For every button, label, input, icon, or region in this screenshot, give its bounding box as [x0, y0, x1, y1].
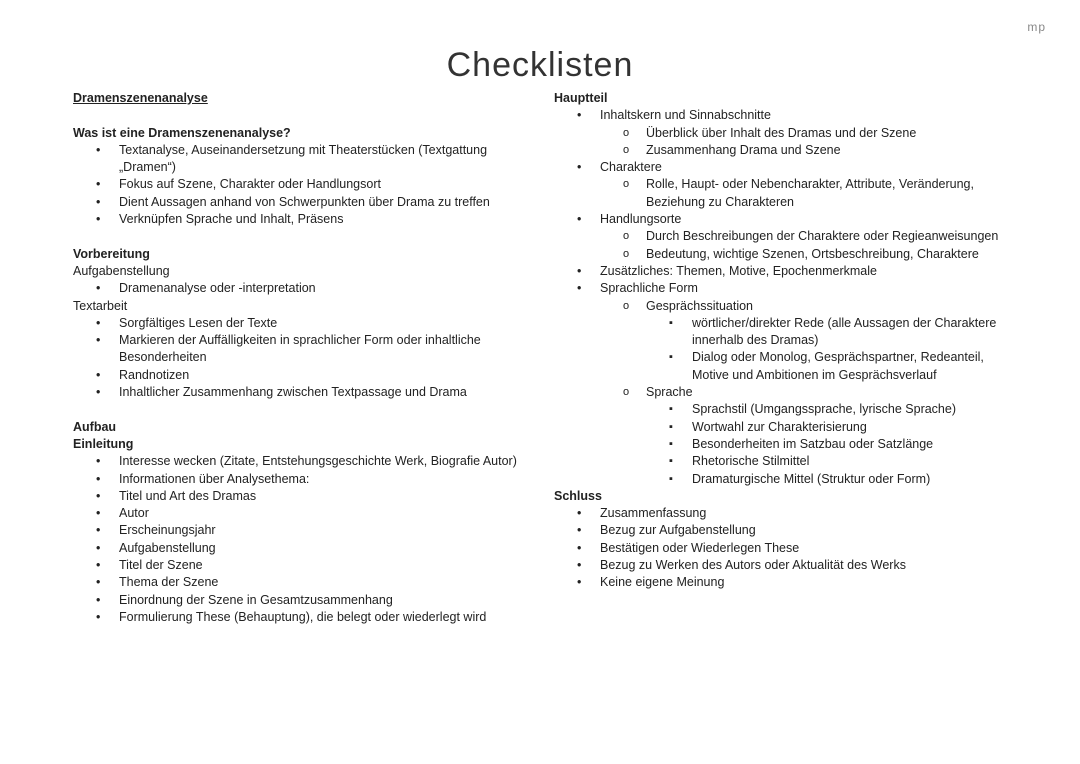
list-item: • Verknüpfen Sprache und Inhalt, Präsens: [73, 211, 523, 228]
list-item: • Zusätzliches: Themen, Motive, Epochenmerkmale: [554, 263, 1014, 280]
left-column: [73, 90, 523, 626]
section-title: Dramenszenenanalyse: [73, 91, 208, 105]
sub-sub-list-item: ▪ Dramaturgische Mittel (Struktur oder Form): [554, 471, 1014, 488]
sub-list-item: o Überblick über Inhalt des Dramas und der Szene: [554, 125, 1014, 142]
page-title: Checklisten: [446, 46, 634, 84]
end-heading: Schluss: [554, 488, 602, 503]
main-heading: Hauptteil: [554, 91, 608, 105]
sub-sub-list-item: ▪ Sprachstil (Umgangssprache, lyrische Sprache): [554, 401, 1014, 418]
sub-list-item: o Durch Beschreibungen der Charaktere oder Regieanweisungen: [554, 228, 1014, 245]
task-list: [73, 280, 523, 297]
list-item: • Interesse wecken (Zitate, Entstehungsgeschichte Werk, Biografie Autor): [73, 453, 523, 470]
list-item: • Bezug zur Aufgabenstellung: [554, 522, 1014, 539]
sub-sub-list-item: ▪ Besonderheiten im Satzbau oder Satzlänge: [554, 436, 1014, 453]
list-item: • Erscheinungsjahr: [73, 522, 523, 539]
main-list: [554, 107, 1014, 488]
list-item: • Handlungsorte: [554, 211, 1014, 228]
list-item: • Dramenanalyse oder -interpretation: [73, 280, 523, 297]
list-item: • Fokus auf Szene, Charakter oder Handlungsort: [73, 176, 523, 193]
list-item: • Thema der Szene: [73, 574, 523, 591]
sub-list-item: o Zusammenhang Drama und Szene: [554, 142, 1014, 159]
list-item: • Aufgabenstellung: [73, 540, 523, 557]
list-item: • Dient Aussagen anhand von Schwerpunkten über Drama zu treffen: [73, 194, 523, 211]
list-item: • Textanalyse, Auseinandersetzung mit Theaterstücken (Textgattung „Dramen“): [73, 142, 523, 177]
list-item: • Charaktere: [554, 159, 1014, 176]
list-item: • Sprachliche Form: [554, 280, 1014, 297]
list-item: • Autor: [73, 505, 523, 522]
sub-list-item: o Gesprächssituation: [554, 298, 1014, 315]
list-item: • Titel der Szene: [73, 557, 523, 574]
sub-list-item: o Bedeutung, wichtige Szenen, Ortsbeschreibung, Charaktere: [554, 246, 1014, 263]
intro-heading: Einleitung: [73, 436, 134, 451]
prep-heading: Vorbereitung: [73, 246, 150, 261]
work-list: [73, 315, 523, 401]
list-item: • Formulierung These (Behauptung), die belegt oder wiederlegt wird: [73, 609, 523, 626]
list-item: • Inhaltskern und Sinnabschnitte: [554, 107, 1014, 124]
list-item: • Keine eigene Meinung: [554, 574, 1014, 591]
sub-sub-list-item: ▪ Dialog oder Monolog, Gesprächspartner, Redeanteil, Motive und Ambitionen im Gesprächsverlauf: [554, 349, 1014, 384]
list-item: • Titel und Art des Dramas: [73, 488, 523, 505]
what-heading: Was ist eine Dramenszenenanalyse?: [73, 125, 291, 140]
intro-list: [73, 453, 523, 626]
list-item: • Bezug zu Werken des Autors oder Aktualität des Werks: [554, 557, 1014, 574]
list-item: • Informationen über Analysethema:: [73, 471, 523, 488]
list-item: • Randnotizen: [73, 367, 523, 384]
sub-sub-list-item: ▪ wörtlicher/direkter Rede (alle Aussagen der Charaktere innerhalb des Dramas): [554, 315, 1014, 350]
what-list: [73, 142, 523, 228]
list-item: • Markieren der Auffälligkeiten in sprachlicher Form oder inhaltliche Besonderheiten: [73, 332, 523, 367]
list-item: • Einordnung der Szene in Gesamtzusammenhang: [73, 592, 523, 609]
sub-list-item: o Sprache: [554, 384, 1014, 401]
sub-list-item: o Rolle, Haupt- oder Nebencharakter, Attribute, Veränderung, Beziehung zu Charakteren: [554, 176, 1014, 211]
end-list: [554, 505, 1014, 591]
work-label: Textarbeit: [73, 298, 128, 313]
sub-sub-list-item: ▪ Rhetorische Stilmittel: [554, 453, 1014, 470]
sub-sub-list-item: ▪ Wortwahl zur Charakterisierung: [554, 419, 1014, 436]
list-item: • Zusammenfassung: [554, 505, 1014, 522]
task-label: Aufgabenstellung: [73, 263, 170, 278]
list-item: • Sorgfältiges Lesen der Texte: [73, 315, 523, 332]
list-item: • Inhaltlicher Zusammenhang zwischen Textpassage und Drama: [73, 384, 523, 401]
list-item: • Bestätigen oder Wiederlegen These: [554, 540, 1014, 557]
corner-mark: mp: [1027, 20, 1046, 34]
structure-heading: Aufbau: [73, 419, 117, 434]
right-column: [554, 90, 1014, 592]
